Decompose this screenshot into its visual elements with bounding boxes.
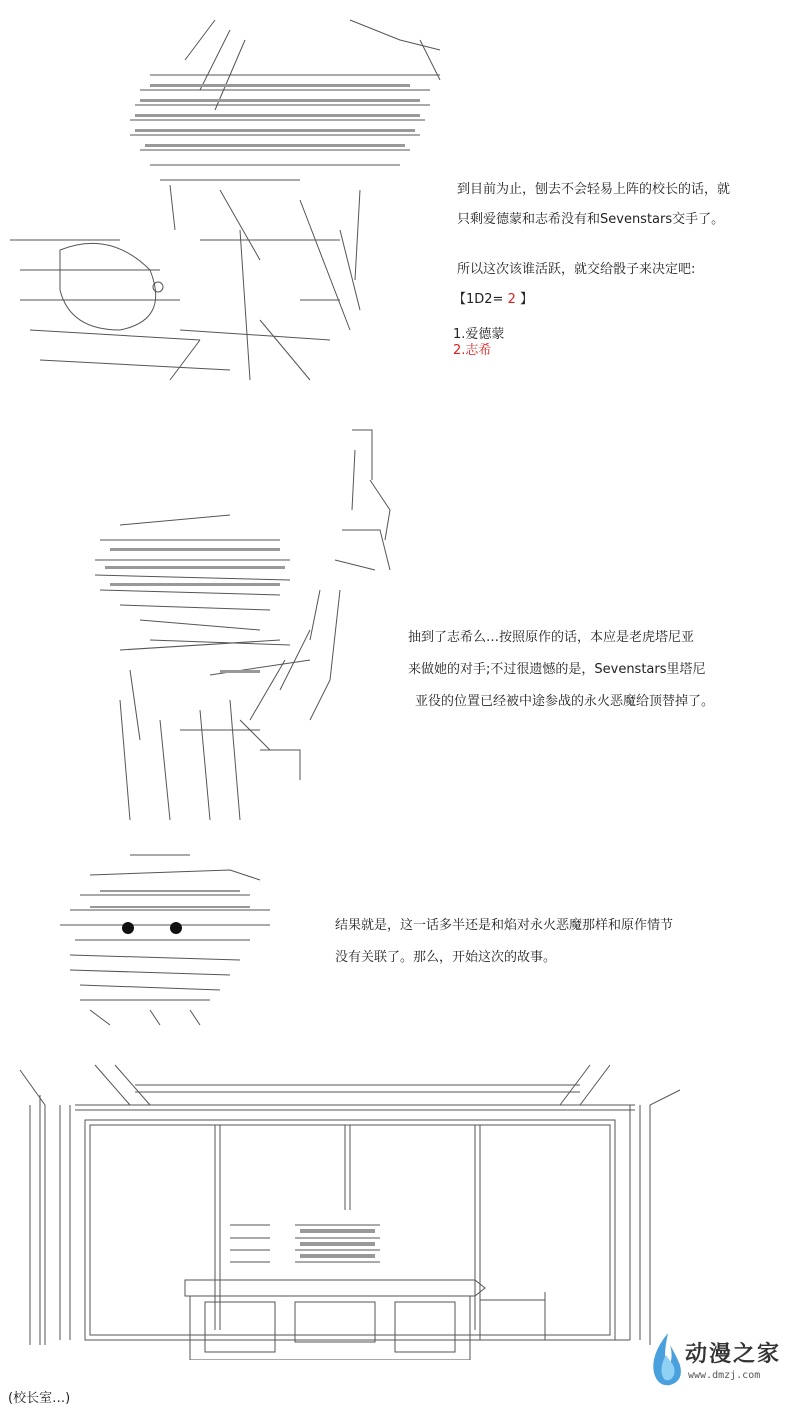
ascii-art-office-scene: [0, 1060, 700, 1360]
option-shiki: 2.志希: [453, 343, 492, 358]
panel2-line-3: 亚役的位置已经被中途参战的永火恶魔给顶替掉了。: [415, 694, 715, 709]
logo-url: www.dmzj.com: [688, 1370, 761, 1381]
panel3-line-1: 结果就是，这一话多半还是和焰对永火恶魔那样和原作情节: [335, 918, 674, 933]
panel3-line-2: 没有关联了。那么，开始这次的故事。: [335, 950, 557, 965]
logo-name: 动漫之家: [685, 1342, 782, 1367]
ascii-art-character-3: [0, 850, 300, 1030]
panel1-line-2: 只剩爱德蒙和志希没有和Sevenstars交手了。: [457, 212, 725, 227]
option-edmond: 1.爱德蒙: [453, 327, 505, 342]
panel1-line-3: 所以这次该谁活跃，就交给骰子来决定吧:: [457, 262, 696, 277]
dice-suffix: 】: [515, 292, 533, 307]
ascii-art-character-1: [0, 0, 460, 390]
scene-caption: (校长室…): [8, 1391, 71, 1406]
dice-value: 2: [507, 292, 516, 307]
dice-roll: [453, 292, 533, 308]
panel2-line-2: 来做她的对手;不过很遗憾的是，Sevenstars里塔尼: [408, 662, 706, 677]
ascii-art-character-2: [80, 420, 410, 830]
panel1-line-1: 到目前为止，刨去不会轻易上阵的校长的话，就: [457, 182, 731, 197]
dice-prefix: 【1D2=: [453, 292, 508, 307]
flame-logo-icon: [640, 1325, 690, 1395]
panel2-line-1: 抽到了志希么…按照原作的话，本应是老虎塔尼亚: [408, 630, 695, 645]
